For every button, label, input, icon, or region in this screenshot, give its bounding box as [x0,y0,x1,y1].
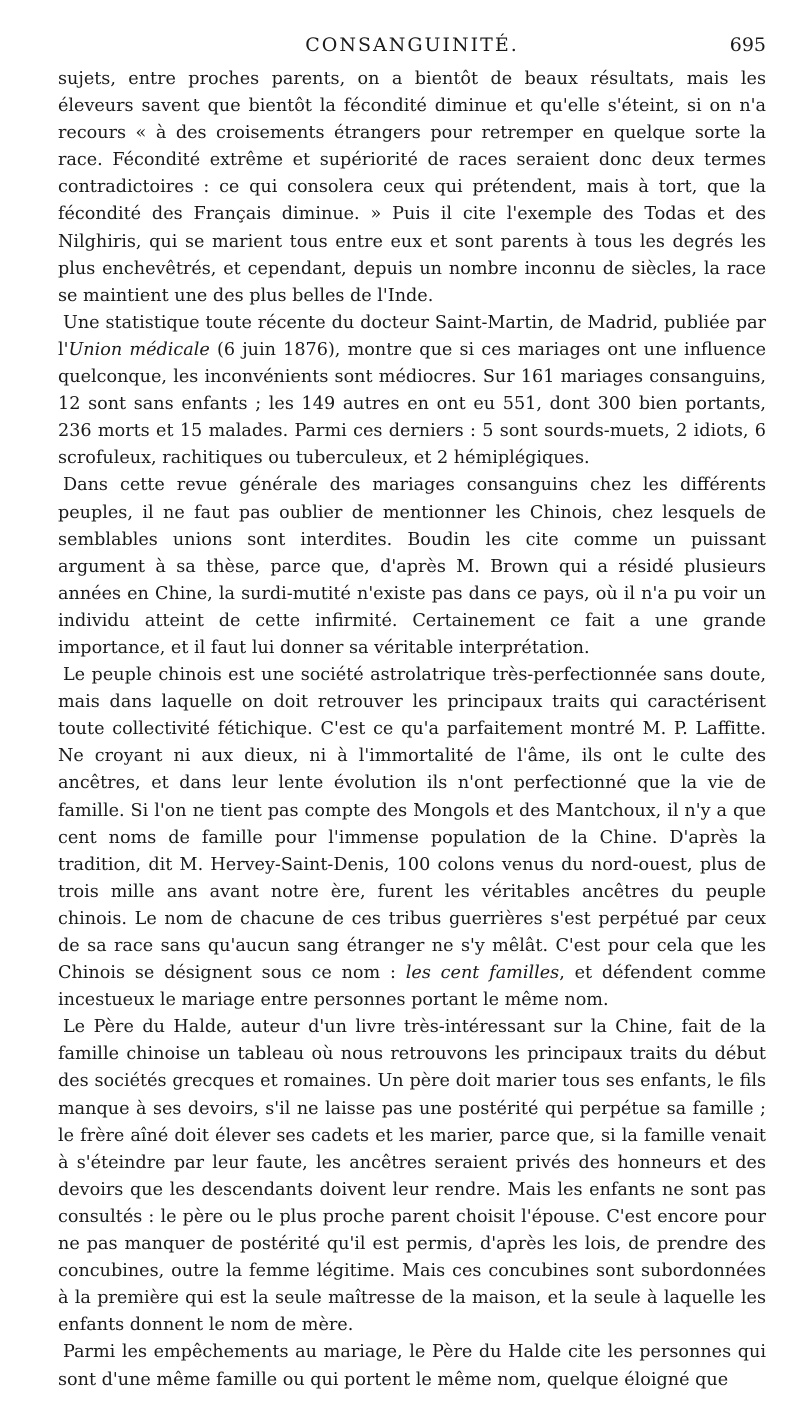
paragraph-5: Le Père du Halde, auteur d'un livre très-intéressant sur la Chine, fait de la famille chinoise un tableau où nous retrouvons les principaux traits du début des sociétés grecques et romaines. Un père doit marier tous ses enfants, le fils manque à ses devoirs, s'il ne laisse pas une postérité qui perpétue sa famille ; le frère aîné doit élever ses cadets et les marier, parce que, si la famille venait à s'éteindre par leur faute, les ancêtres seraient privés des honneurs et des devoirs que les descendants doivent leur rendre. Mais les enfants ne sont pas consultés : le père ou le plus proche parent choisit l'épouse. C'est encore pour ne pas manquer de postérité qu'il est permis, d'après les lois, de prendre des concubines, outre la femme légitime. Mais ces concubines sont subordonnées à la première qui est la seule maîtresse de la maison, et la seule à laquelle les enfants donnent le nom de mère. [58,1017,766,1336]
cent-familles-term: les cent familles [405,963,560,984]
paragraph-2-part-2: (6 juin 1876), montre que si ces mariages ont une influence quelconque, les inconvénients sont médiocres. Sur 161 mariages consanguins, 12 sont sans enfants ; les 149 autres en ont eu 551, dont 300 bien portants, 236 morts et 15 malades. Parmi ces derniers : 5 sont sourds-muets, 2 idiots, 6 scrofuleux, rachitiques ou tuberculeux, et 2 hémiplégiques. [58,339,766,469]
running-title: CONSANGUINITÉ. [305,34,519,56]
body-text [58,66,766,1394]
paragraph-6: Parmi les empêchements au mariage, le Père du Halde cite les personnes qui sont d'une même famille ou qui portent le même nom, quelque éloigné que [58,1342,766,1390]
running-head [58,34,766,60]
page-number: 695 [729,34,766,56]
paragraph-4 [58,662,766,1014]
paragraph-2 [58,310,766,473]
journal-title: Union médicale [68,339,210,360]
paragraph-4-part-1: Le peuple chinois est une société astrolatrique très-perfectionnée sans doute, mais dans laquelle on doit retrouver les principaux traits qui caractérisent toute collectivité fétichique. C'est ce qu'a parfaitement montré M. P. Laffitte. Ne croyant ni aux dieux, ni à l'immortalité de l'âme, ils ont le culte des ancêtres, et dans leur lente évolution ils n'ont perfectionné que la vie de famille. Si l'on ne tient pas compte des Mongols et des Mantchoux, il n'y a que cent noms de famille pour l'immense population de la Chine. D'après la tradition, dit M. Hervey-Saint-Denis, 100 colons venus du nord-ouest, plus de trois mille ans avant notre ère, furent les véritables ancêtres du peuple chinois. Le nom de chacune de ces tribus guerrières s'est perpétué par ceux de sa race sans qu'aucun sang étranger ne s'y mêlât. C'est pour cela que les Chinois se désignent sous ce nom : [58,665,766,984]
paragraph-3: Dans cette revue générale des mariages consanguins chez les différents peuples, il ne faut pas oublier de mentionner les Chinois, chez lesquels de semblables unions sont interdites. Boudin les cite comme un puissant argument à sa thèse, parce que, d'après M. Brown qui a résidé plusieurs années en Chine, la surdi-mutité n'existe pas dans ce pays, où il n'a pu voir un individu atteint de cette infirmité. Certainement ce fait a une grande importance, et il faut lui donner sa véritable interprétation. [58,475,766,658]
paragraph-4-part-2: , et défendent comme incestueux le mariage entre personnes portant le même nom. [58,963,766,1011]
paragraph-1: sujets, entre proches parents, on a bientôt de beaux résultats, mais les éleveurs savent que bientôt la fécondité diminue et qu'elle s'éteint, si on n'a recours « à des croisements étrangers pour retremper en quelque sorte la race. Fécondité extrême et supériorité de races seraient donc deux termes contradictoires : ce qui consolera ceux qui prétendent, mais à tort, que la fécondité des Français diminue. » Puis il cite l'exemple des Todas et des Nilghiris, qui se marient tous entre eux et sont parents à tous les degrés les plus enchevêtrés, et cependant, depuis un nombre inconnu de siècles, la race se maintient une des plus belles de l'Inde. [58,69,766,306]
paragraph-2-part-1: Une statistique toute récente du docteur Saint-Martin, de Madrid, publiée par l' [58,312,766,360]
